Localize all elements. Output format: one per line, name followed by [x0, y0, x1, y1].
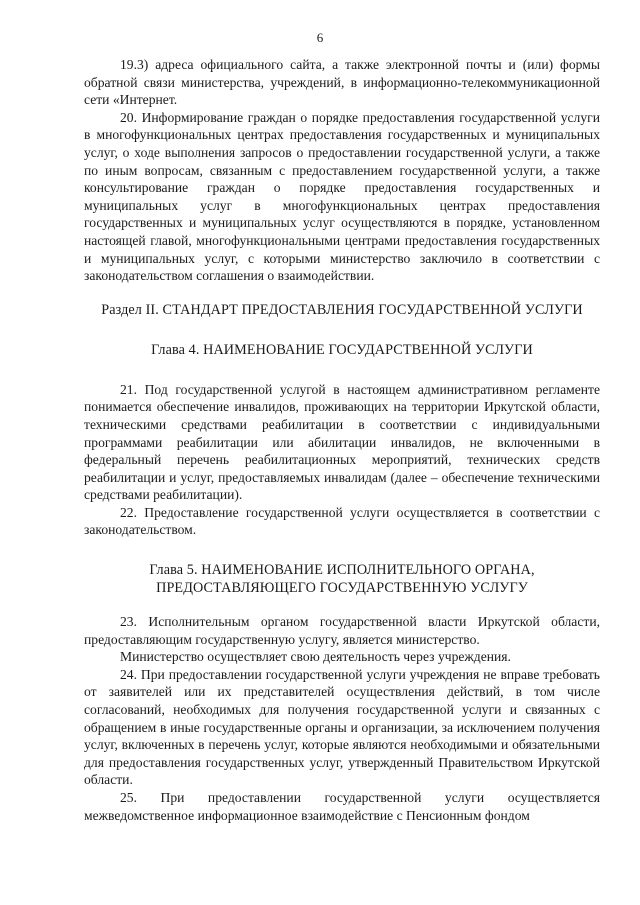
- page-number: 6: [316, 30, 324, 45]
- chapter-4-heading: Глава 4. НАИМЕНОВАНИЕ ГОСУДАРСТВЕННОЙ УСЛУГИ: [151, 341, 533, 358]
- paragraph-19-3: 19.3) адреса официального сайта, а также электронной почты и (или) формы обратной связи министерства, учреждений, в информационно-телекоммуникационной сети «Интернет.: [84, 57, 600, 108]
- chapter-5-heading-line2: ПРЕДОСТАВЛЯЮЩЕГО ГОСУДАРСТВЕННУЮ УСЛУГУ: [156, 580, 528, 597]
- paragraph-24: 24. При предоставлении государственной услуги учреждения не вправе требовать от заявителей или их представителей осуществления действий, в том числе согласований, необходимых для получения государственной услуги и связанных с обращением в иные государственные органы и организации, за исключением получения услуг, включенных в перечень услуг, которые являются необходимыми и обязательными для предоставления государственных услуг, утвержденный Правительством Иркутской области.: [84, 666, 600, 788]
- paragraph-22: 22. Предоставление государственной услуги осуществляется в соответствии с законодательством.: [84, 504, 600, 538]
- paragraph-21: 21. Под государственной услугой в настоящем административном регламенте понимается обеспечение инвалидов, проживающих на территории Иркутской области, техническими средствами реабилитации в соответствии с индивидуальными программами реабилитации или абилитации инвалидов, не включенными в федеральный перечень реабилитационных мероприятий, технических средств реабилитации и услуг, предоставляемых инвалидам (далее – обеспечение техническими средствами реабилитации).: [84, 381, 600, 503]
- paragraph-23b: Министерство осуществляет свою деятельность через учреждения.: [120, 649, 511, 665]
- paragraph-25: 25. При предоставлении государственной услуги осуществляется межведомственное информационное взаимодействие с Пенсионным фондом: [84, 790, 600, 823]
- paragraph-23: 23. Исполнительным органом государственной власти Иркутской области, предоставляющим государственную услугу, является министерство.: [84, 614, 600, 647]
- chapter-5-heading-line1: Глава 5. НАИМЕНОВАНИЕ ИСПОЛНИТЕЛЬНОГО ОРГАНА,: [149, 562, 535, 579]
- paragraph-20: 20. Информирование граждан о порядке предоставления государственной услуги в многофункциональных центрах предоставления государственных и муниципальных услуг, о ходе выполнения запросов о предоставлении государственной услуги, а также по иным вопросам, связанным с предоставлением государственной услуги, а также консультирование граждан о порядке предоставления государственных и муниципальных услуг в многофункциональных центрах предоставления государственных и муниципальных услуг осуществляются в порядке, установленном настоящей главой, многофункциональными центрами предоставления государственных и муниципальных услуг, с которыми министерство заключило в соответствии с законодательством соглашения о взаимодействии.: [84, 109, 600, 284]
- document-body: [84, 56, 600, 824]
- section-heading: Раздел II. СТАНДАРТ ПРЕДОСТАВЛЕНИЯ ГОСУДАРСТВЕННОЙ УСЛУГИ: [101, 301, 583, 318]
